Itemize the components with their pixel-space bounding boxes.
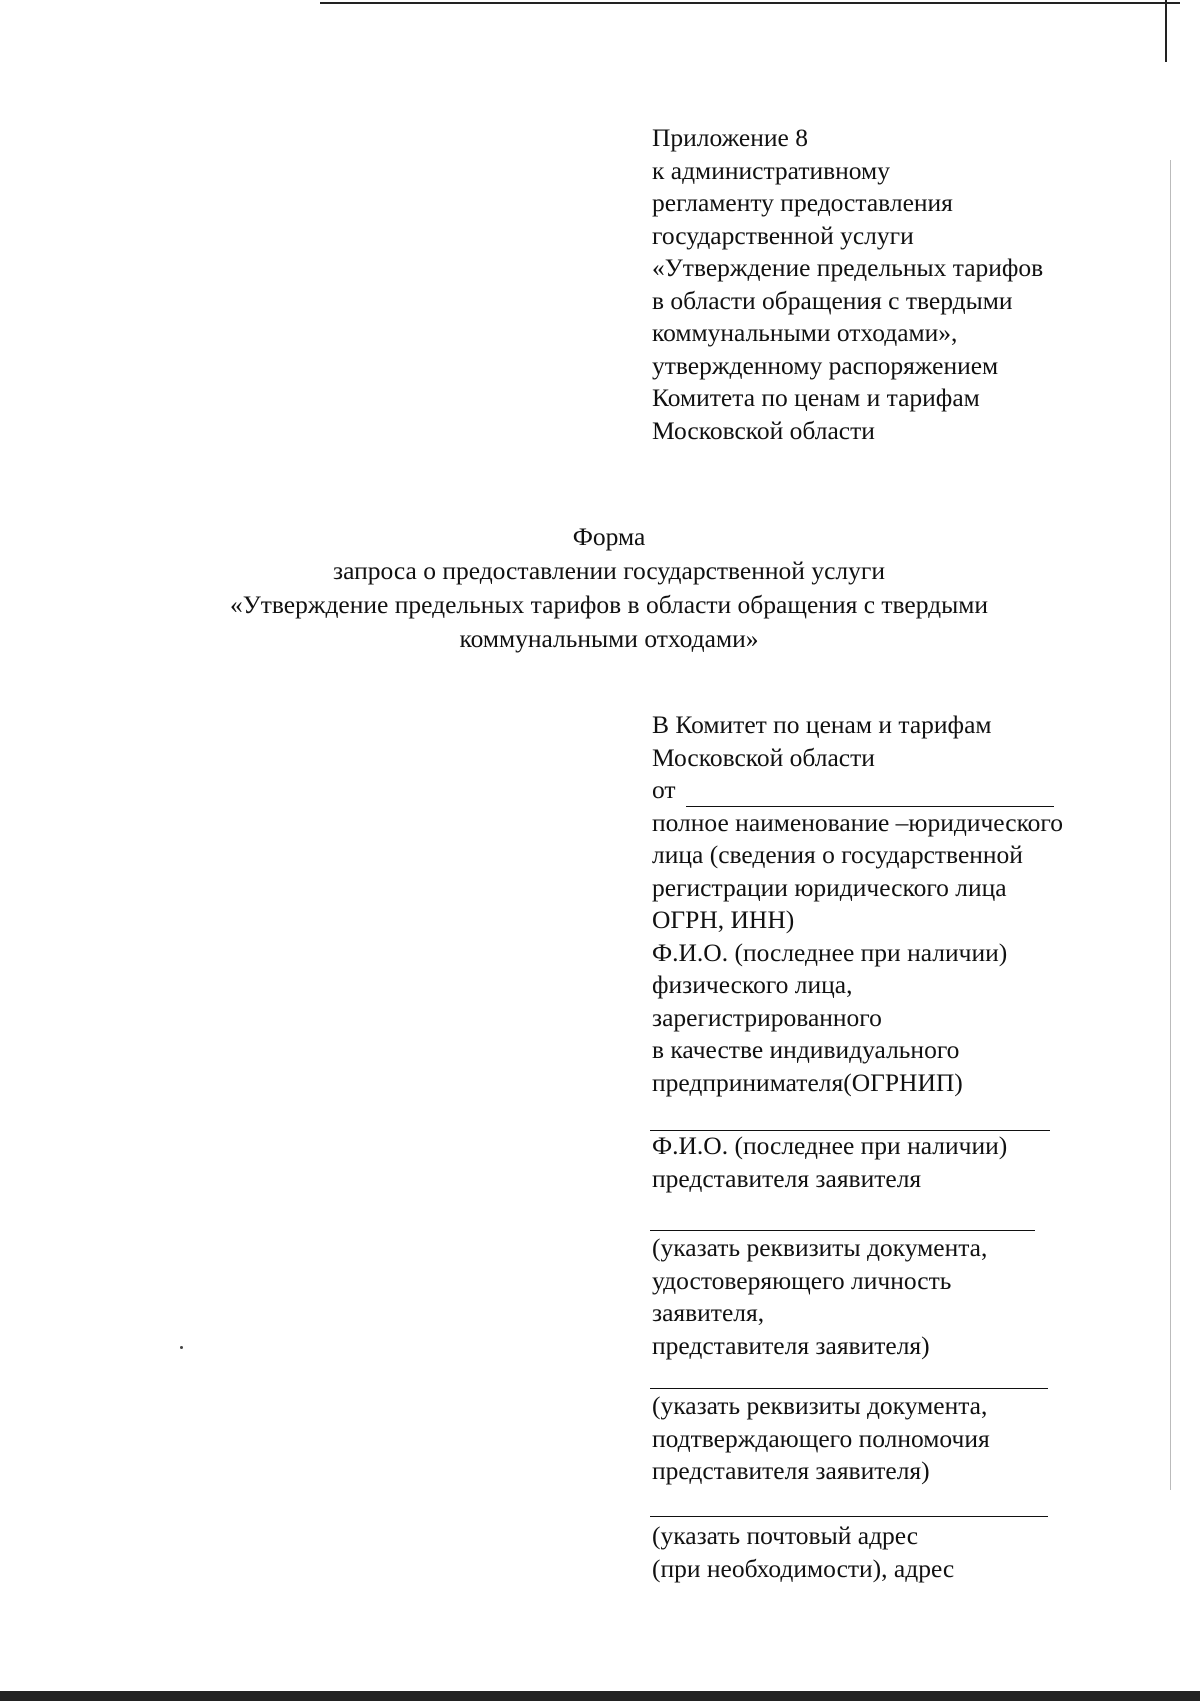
fill-in-line (650, 1516, 1048, 1517)
fill-in-line (650, 1388, 1048, 1389)
appendix-line: коммунальными отходами», (652, 318, 958, 347)
identity-doc-block (652, 1232, 987, 1362)
address-line: (при необходимости), адрес (652, 1553, 955, 1583)
authority-doc-block (652, 1390, 990, 1488)
representative-line: представителя заявителя (652, 1163, 922, 1193)
address-block (652, 1520, 954, 1585)
applicant-line: лица (сведения о государственной (652, 840, 1023, 869)
from-label: от (652, 775, 676, 804)
appendix-line: к административному (652, 155, 890, 185)
appendix-line: утвержденному распоряжением (652, 350, 999, 380)
representative-block (652, 1130, 1007, 1195)
appendix-line: Комитета по ценам и тарифам (652, 383, 980, 412)
identity-doc-line: (указать реквизиты документа, (652, 1233, 988, 1262)
form-title-line: запроса о предоставлении государственной услуги (333, 556, 885, 585)
appendix-line: регламенту предоставления (652, 188, 953, 217)
authority-doc-line: подтверждающего полномочия (652, 1423, 990, 1453)
scan-edge-right (1165, 0, 1167, 62)
appendix-header (652, 122, 1043, 447)
recipient-line: Московской области (652, 742, 875, 772)
applicant-line: физического лица, (652, 970, 853, 999)
appendix-line: «Утверждение предельных тарифов (652, 253, 1044, 282)
fill-in-line (650, 1230, 1035, 1231)
scan-edge-right-faint (1170, 160, 1171, 1490)
recipient-line: В Комитет по ценам и тарифам (652, 710, 992, 739)
scan-edge-top (320, 2, 1180, 4)
from-row (652, 774, 1063, 807)
recipient-block (652, 709, 1063, 1099)
authority-doc-line: (указать реквизиты документа, (652, 1391, 988, 1420)
authority-doc-line: представителя заявителя) (652, 1456, 930, 1485)
representative-line: Ф.И.О. (последнее при наличии) (652, 1131, 1008, 1160)
identity-doc-line: представителя заявителя) (652, 1330, 930, 1360)
applicant-line: полное наименование –юридического (652, 807, 1063, 837)
applicant-line: Ф.И.О. (последнее при наличии) (652, 937, 1008, 967)
form-title-line: «Утверждение предельных тарифов в области обращения с твердыми (229, 590, 989, 619)
applicant-line: зарегистрированного (652, 1002, 882, 1032)
appendix-line: государственной услуги (652, 220, 914, 250)
applicant-line: ОГРН, ИНН) (652, 905, 795, 934)
address-line: (указать почтовый адрес (652, 1521, 919, 1550)
scan-speck (180, 1346, 183, 1349)
identity-doc-line: заявителя, (652, 1298, 765, 1327)
scan-edge-bottom (0, 1691, 1200, 1701)
form-title-line: коммунальными отходами» (459, 624, 759, 653)
from-blank-line (686, 782, 1054, 807)
form-title-line: Форма (572, 522, 646, 551)
appendix-line: Приложение 8 (652, 123, 808, 152)
appendix-line: в области обращения с твердыми (652, 285, 1013, 315)
identity-doc-line: удостоверяющего личность (652, 1265, 952, 1295)
appendix-line: Московской области (652, 415, 875, 445)
applicant-line: предпринимателя(ОГРНИП) (652, 1067, 963, 1097)
applicant-line: регистрации юридического лица (652, 872, 1007, 902)
form-title (0, 520, 1200, 656)
applicant-line: в качестве индивидуального (652, 1035, 960, 1064)
